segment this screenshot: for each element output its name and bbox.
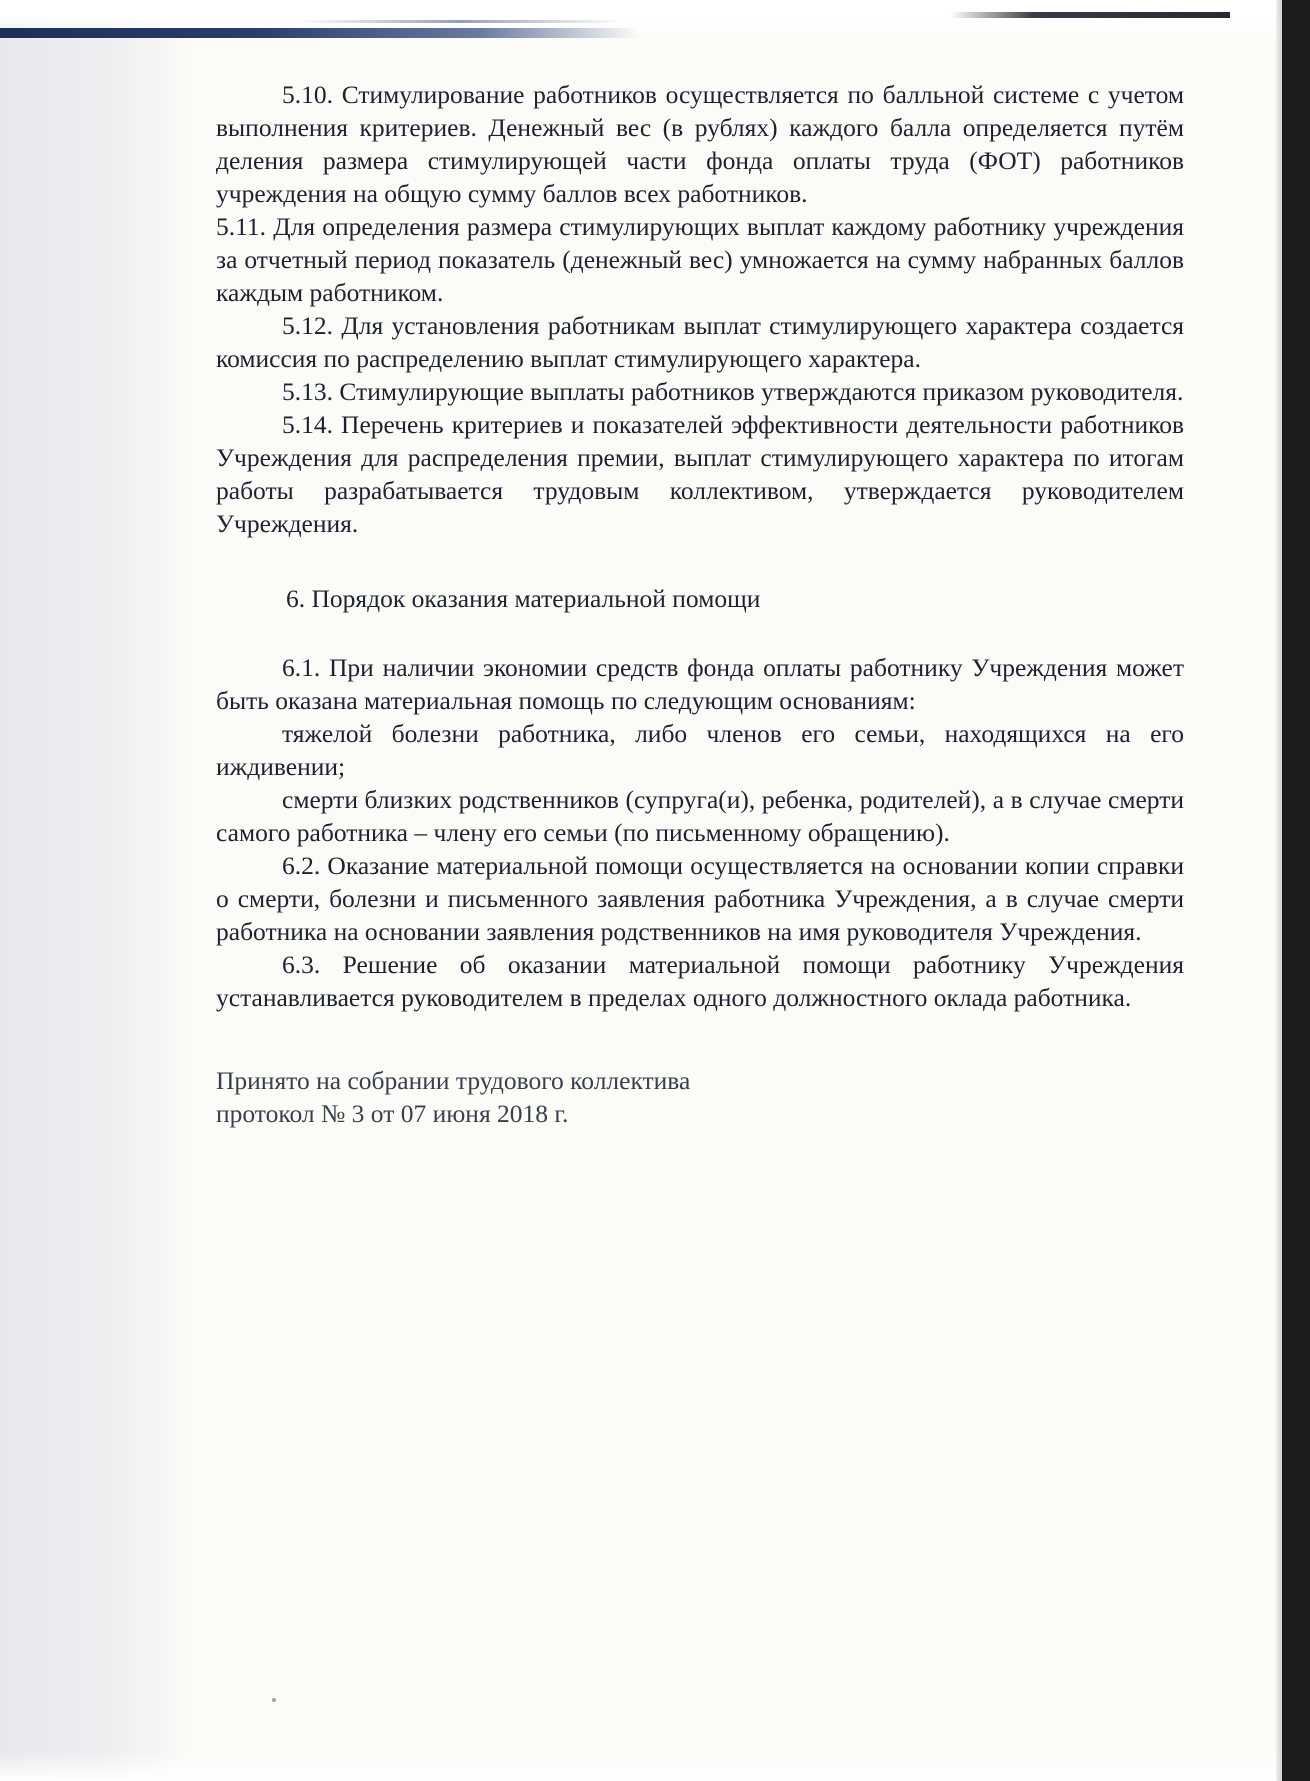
paragraph-6-1-illness: тяжелой болезни работника, либо членов его семьи, находящихся на его иждивении; [216, 719, 1184, 781]
paragraph-5-12: 5.12. Для установления работникам выплат стимулирующего характера создается комиссия по распределению выплат стимулирующего характера. [216, 311, 1184, 373]
left-scan-shadow [0, 0, 190, 1781]
binding-edge [1282, 0, 1310, 1781]
paragraph-6-1-death: смерти близких родственников (супруга(и), ребенка, родителей), а в случае смерти самого работника – члену его семьи (по письменному обращению). [216, 785, 1184, 847]
paragraph-5-13: 5.13. Стимулирующие выплаты работников утверждаются приказом руководителя. [282, 377, 1184, 406]
top-scan-artifact-thin [300, 20, 620, 23]
bottom-scan-edge [0, 1751, 1282, 1781]
top-scan-artifact [0, 28, 640, 38]
paragraph-6-1: 6.1. При наличии экономии средств фонда оплаты работнику Учреждения может быть оказана материальная помощь по следующим основаниям: [216, 653, 1184, 715]
paragraph-5-14: 5.14. Перечень критериев и показателей эффективности деятельности работников Учреждения для распределения премии, выплат стимулирующего характера по итогам работы разрабатывается трудовым коллективом, утверждается руководителем Учреждения. [216, 410, 1184, 538]
top-right-scan-artifact [950, 12, 1230, 18]
adoption-note-line1: Принято на собрании трудового коллектива [216, 1066, 691, 1095]
adoption-note-line2: протокол № 3 от 07 июня 2018 г. [216, 1099, 569, 1128]
document-body [216, 78, 1184, 1130]
paragraph-5-10: 5.10. Стимулирование работников осуществляется по балльной системе с учетом выполнения критериев. Денежный вес (в рублях) каждого балла определяется путём деления размера стимулирующей части фонда оплаты труда (ФОТ) работников учреждения на общую сумму баллов всех работников. [216, 80, 1184, 208]
scan-speck [272, 1698, 276, 1702]
section-6-heading: 6. Порядок оказания материальной помощи [286, 584, 761, 613]
paragraph-6-3: 6.3. Решение об оказании материальной помощи работнику Учреждения устанавливается руководителем в пределах одного должностного оклада работника. [216, 950, 1184, 1012]
paragraph-5-11: 5.11. Для определения размера стимулирующих выплат каждому работнику учреждения за отчетный период показатель (денежный вес) умножается на сумму набранных баллов каждым работником. [216, 212, 1184, 307]
paragraph-6-2: 6.2. Оказание материальной помощи осуществляется на основании копии справки о смерти, болезни и письменного заявления работника Учреждения, а в случае смерти работника на основании заявления родственников на имя руководителя Учреждения. [216, 851, 1184, 946]
adoption-note [216, 1064, 1184, 1130]
